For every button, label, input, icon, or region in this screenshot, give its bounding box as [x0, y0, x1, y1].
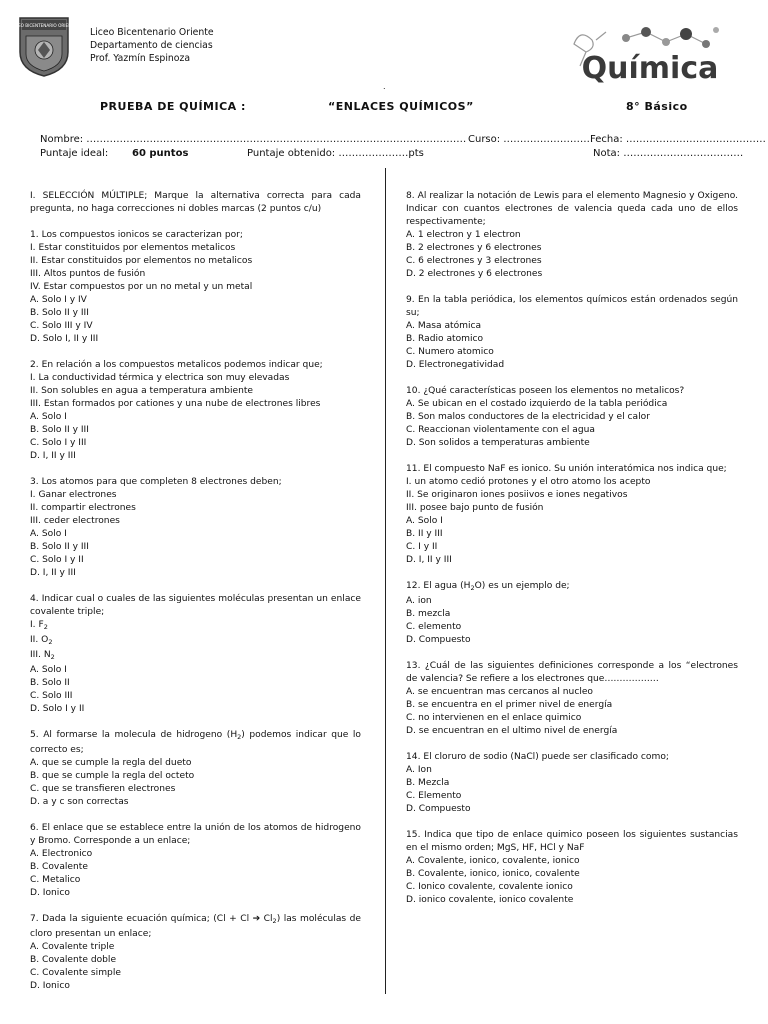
question-15: [406, 829, 738, 907]
statement: II. $O_2$: [30, 635, 53, 646]
section-heading: I. SELECCIÓN MÚLTIPLE; Marque la alternativa correcta para cada pregunta, no haga correcciones ni dobles marcas (2 puntos c/u): [30, 191, 361, 214]
question-4: [30, 593, 361, 716]
nota-field: Nota: ………………………………: [593, 148, 744, 159]
option[interactable]: A. Solo I: [30, 665, 67, 675]
option[interactable]: B. Solo II y III: [30, 542, 89, 552]
question-14: [406, 751, 738, 816]
option[interactable]: C. Numero atomico: [406, 347, 494, 357]
option[interactable]: B. Solo II y III: [30, 425, 89, 435]
question-stem: 7. Dada la siguiente ecuación química; (Cl + Cl ➔ $Cl_2$) las moléculas de cloro presentan un enlace;: [30, 914, 361, 939]
question-9: [406, 294, 738, 372]
option[interactable]: C. Metalico: [30, 875, 81, 885]
department: Departamento de ciencias: [90, 40, 213, 51]
option[interactable]: C. que se transfieren electrones: [30, 784, 176, 794]
test-topic: “ENLACES QUÍMICOS”: [328, 100, 474, 113]
statement: IV. Estar compuestos por un no metal y un metal: [30, 282, 253, 292]
option[interactable]: B. II y III: [406, 529, 443, 539]
option[interactable]: B. Covalente: [30, 862, 88, 872]
option[interactable]: A. Solo I: [30, 412, 67, 422]
option[interactable]: C. 6 electrones y 3 electrones: [406, 256, 542, 266]
quimica-logo: [566, 22, 726, 88]
option[interactable]: A. 1 electron y 1 electron: [406, 230, 521, 240]
statement: III. Estan formados por cationes y una nube de electrones libres: [30, 399, 321, 409]
school-seal-logo: [11, 14, 77, 78]
option[interactable]: B. Radio atomico: [406, 334, 484, 344]
option[interactable]: A. Electronico: [30, 849, 93, 859]
question-stem: 12. El agua $(H_2O)$ es un ejemplo de;: [406, 581, 570, 592]
option[interactable]: D. Son solidos a temperaturas ambiente: [406, 438, 590, 448]
question-8: [406, 190, 738, 281]
option[interactable]: C. Covalente simple: [30, 968, 121, 978]
curso-field: Curso: ………………………: [468, 134, 594, 145]
question-stem: 2. En relación a los compuestos metalicos podemos indicar que;: [30, 360, 323, 370]
question-stem: 6. El enlace que se establece entre la unión de los atomos de hidrogeno y Bromo. Corresponde a un enlace;: [30, 823, 361, 846]
option[interactable]: B. mezcla: [406, 609, 451, 619]
right-column: [406, 190, 738, 920]
option[interactable]: D. Solo I y II: [30, 704, 85, 714]
option[interactable]: B. Son malos conductores de la electricidad y el calor: [406, 412, 650, 422]
question-10: [406, 385, 738, 450]
option[interactable]: A. Solo I: [30, 529, 67, 539]
puntaje-ideal-label: Puntaje ideal:: [40, 148, 109, 159]
question-stem: 13. ¿Cuál de las siguientes definiciones corresponde a los “electrones de valencia? Se refiere a los electrones que………………: [406, 661, 738, 684]
option[interactable]: D. Compuesto: [406, 635, 471, 645]
teacher-name: Prof. Yazmín Espinoza: [90, 53, 191, 64]
option[interactable]: D. 2 electrones y 6 electrones: [406, 269, 543, 279]
question-3: [30, 476, 361, 580]
question-stem: 1. Los compuestos ionicos se caracterizan por;: [30, 230, 243, 240]
puntaje-ideal-value: 60 puntos: [132, 148, 189, 159]
option[interactable]: D. I, II y III: [406, 555, 452, 565]
option[interactable]: B. Mezcla: [406, 778, 450, 788]
question-stem: 15. Indica que tipo de enlace quimico poseen los siguientes sustancias en el mismo orden; MgS, HF, HCl y NaF: [406, 830, 738, 853]
option[interactable]: A. Masa atómica: [406, 321, 482, 331]
dot-mark: .: [383, 82, 386, 91]
question-2: [30, 359, 361, 463]
option[interactable]: B. Covalente, ionico, ionico, covalente: [406, 869, 580, 879]
fecha-field: Fecha: ……………………………………: [590, 134, 766, 145]
option[interactable]: A. Covalente triple: [30, 942, 115, 952]
option[interactable]: C. no intervienen en el enlace quimico: [406, 713, 582, 723]
question-6: [30, 822, 361, 900]
option[interactable]: B. Covalente doble: [30, 955, 117, 965]
option[interactable]: B. que se cumple la regla del octeto: [30, 771, 195, 781]
question-stem: 8. Al realizar la notación de Lewis para el elemento Magnesio y Oxigeno. Indicar con cuantos electrones de valencia queda cada uno de ellos respectivamente;: [406, 191, 738, 227]
statement: III. Altos puntos de fusión: [30, 269, 146, 279]
option[interactable]: D. Ionico: [30, 981, 70, 991]
statement: III. posee bajo punto de fusión: [406, 503, 544, 513]
school-info: [90, 26, 214, 65]
option[interactable]: A. ion: [406, 596, 432, 606]
school-name: Liceo Bicentenario Oriente: [90, 27, 214, 38]
question-stem: 5. Al formarse la molecula de hidrogeno $(H_2)$ podemos indicar que lo correcto es;: [30, 730, 361, 755]
option[interactable]: B. Solo II y III: [30, 308, 89, 318]
option[interactable]: C. Reaccionan violentamente con el agua: [406, 425, 595, 435]
option[interactable]: C. Solo III y IV: [30, 321, 93, 331]
option[interactable]: D. Electronegatividad: [406, 360, 505, 370]
option[interactable]: D. I, II y III: [30, 451, 76, 461]
question-13: [406, 660, 738, 738]
statement: II. Son solubles en agua a temperatura ambiente: [30, 386, 254, 396]
grade: 8° Básico: [626, 100, 688, 113]
option[interactable]: B. 2 electrones y 6 electrones: [406, 243, 542, 253]
option[interactable]: D. Compuesto: [406, 804, 471, 814]
question-5: [30, 729, 361, 809]
option[interactable]: C. Elemento: [406, 791, 462, 801]
left-column: [30, 190, 361, 1006]
option[interactable]: A. se encuentran mas cercanos al nucleo: [406, 687, 593, 697]
option[interactable]: C. Ionico covalente, covalente ionico: [406, 882, 573, 892]
option[interactable]: A. Ion: [406, 765, 432, 775]
statement: III. $N_2$: [30, 650, 55, 661]
option[interactable]: A. Solo I: [406, 516, 443, 526]
test-title: PRUEBA DE QUÍMICA :: [100, 100, 246, 113]
question-11: [406, 463, 738, 567]
statement: I. Ganar electrones: [30, 490, 117, 500]
question-stem: 4. Indicar cual o cuales de las siguientes moléculas presentan un enlace covalente triple;: [30, 594, 361, 617]
option[interactable]: D. a y c son correctas: [30, 797, 129, 807]
option[interactable]: D. ionico covalente, ionico covalente: [406, 895, 574, 905]
option[interactable]: A. Covalente, ionico, covalente, ionico: [406, 856, 580, 866]
option[interactable]: C. elemento: [406, 622, 462, 632]
question-1: [30, 229, 361, 346]
option[interactable]: A. que se cumple la regla del dueto: [30, 758, 192, 768]
statement: I. $F_2$: [30, 620, 48, 631]
question-stem: 10. ¿Qué características poseen los elementos no metalicos?: [406, 386, 685, 396]
option[interactable]: B. se encuentra en el primer nivel de energía: [406, 700, 613, 710]
option[interactable]: B. Solo II: [30, 678, 70, 688]
statement: II. compartir electrones: [30, 503, 136, 513]
question-stem: 14. El cloruro de sodio (NaCl) puede ser clasificado como;: [406, 752, 669, 762]
question-12: [406, 580, 738, 647]
option[interactable]: D. I, II y III: [30, 568, 76, 578]
option[interactable]: D. Solo I, II y III: [30, 334, 99, 344]
option[interactable]: C. Solo I y III: [30, 438, 87, 448]
option[interactable]: D. se encuentran en el ultimo nivel de energía: [406, 726, 618, 736]
option[interactable]: A. Solo I y IV: [30, 295, 87, 305]
option[interactable]: C. Solo I y II: [30, 555, 84, 565]
option[interactable]: C. I y II: [406, 542, 438, 552]
option[interactable]: D. Ionico: [30, 888, 70, 898]
question-7: [30, 913, 361, 993]
puntaje-obtenido-field: Puntaje obtenido: …………………pts: [247, 148, 424, 159]
question-stem: 11. El compuesto NaF es ionico. Su unión interatómica nos indica que;: [406, 464, 727, 474]
statement: II. Se originaron iones posiivos e iones negativos: [406, 490, 628, 500]
statement: I. un atomo cedió protones y el otro atomo los acepto: [406, 477, 651, 487]
statement: I. La conductividad térmica y electrica son muy elevadas: [30, 373, 290, 383]
question-stem: 3. Los atomos para que completen 8 electrones deben;: [30, 477, 282, 487]
option[interactable]: A. Se ubican en el costado izquierdo de la tabla periódica: [406, 399, 668, 409]
statement: I. Estar constituidos por elementos metalicos: [30, 243, 236, 253]
question-stem: 9. En la tabla periódica, los elementos químicos están ordenados según su;: [406, 295, 738, 318]
column-divider: [385, 168, 386, 994]
statement: III. ceder electrones: [30, 516, 120, 526]
nombre-field: Nombre: ……………………………………………………………………………………………………: [40, 134, 467, 145]
option[interactable]: C. Solo III: [30, 691, 73, 701]
statement: II. Estar constituidos por elementos no metalicos: [30, 256, 253, 266]
seal-text: LICEO BICENTENARIO ORIENTE: [11, 23, 77, 28]
logo-text: Química: [581, 51, 719, 86]
